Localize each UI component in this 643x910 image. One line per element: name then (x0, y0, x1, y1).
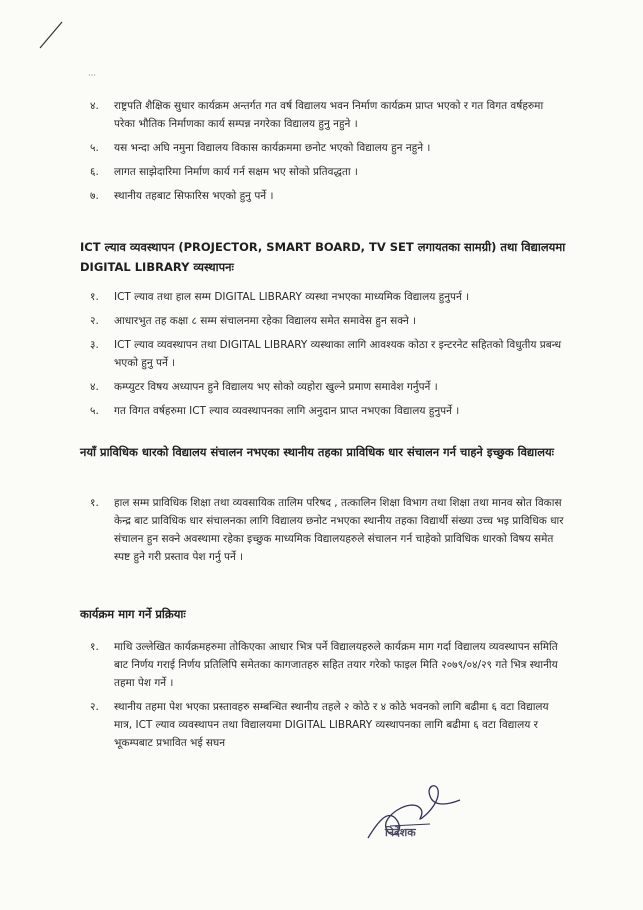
eligibility-list-technical (84, 494, 564, 572)
list-item: ४. कम्प्युटर विषय अध्यापन हुने विद्यालय भए सोको व्यहोरा खुल्ने प्रमाण समावेश गर्नुपर्ने । (90, 381, 438, 393)
list-item: ४. राष्ट्रपति शैक्षिक सुधार कार्यक्रम अन्तर्गत गत वर्ष विद्यालय भवन निर्माण कार्यक्रम प्राप्त भएको र गत विगत वर्षहरुमा परेका भौतिक निर्माणका कार्य सम्पन्न नगरेका विद्यालय हुनु नहुने । (90, 100, 544, 130)
list-item: ५. गत विगत वर्षहरुमा ICT ल्याव व्यवस्थापनका लागि अनुदान प्राप्त नभएका विद्यालय हुनुपर्ने । (90, 405, 460, 417)
section-heading-request-process: कार्यक्रम माग गर्ने प्रक्रियाः (80, 607, 186, 621)
list-item: ३. ICT ल्याव व्यवस्थापन तथा DIGITAL LIBRARY व्यस्थाका लागि आवश्यक कोठा र इन्टरनेट सहितको विधुतीय प्रबन्ध भएको हुनु पर्ने । (90, 339, 562, 369)
list-item: ७. स्थानीय तहबाट सिफारिस भएको हुनु पर्ने । (90, 190, 274, 202)
list-item: २. स्थानीय तहमा पेश भएका प्रस्तावहरु सम्बन्धित स्थानीय तहले २ कोठे र ४ कोठे भवनको लागि बढीमा ६ वटा विद्यालय मात्र, ICT ल्याव व्यवस्थापन तथा विद्यालयमा DIGITAL LIBRARY व्यस्थापनका लागि बढीमा ६ वटा विद्यालय र भूकम्पबाट प्रभावित भई सघन (90, 701, 549, 749)
eligibility-list-building (84, 97, 564, 211)
list-item: १. माथि उल्लेखित कार्यक्रमहरुमा तोकिएका आधार भित्र पर्ने विद्यालयहरुले कार्यक्रम माग गर्दा विद्यालय व्यवस्थापन समिति बाट निर्णय गराई निर्णय प्रतिलिपि समेतका कागजातहरु सहित तयार गरेको फाइल मिति २०७९/०४/२९ गते भित्र स्थानीय तहमा पेश गर्ने । (90, 641, 558, 689)
list-item: ६. लागत साझेदारिमा निर्माण कार्य गर्न सक्षम भए सोको प्रतिवद्धता । (90, 166, 358, 178)
list-item: २. आधारभुत तह कक्षा ८ सम्म संचालनमा रहेका विद्यालय समेत समावेस हुन सक्ने । (90, 315, 417, 327)
section-heading-technical-stream: नयाँ प्राविधिक धारको विद्यालय संचालन नभएका स्थानीय तहका प्राविधिक धार संचालन गर्न चाहने इच्छुक विद्यालयः (80, 445, 554, 459)
eligibility-list-ict (84, 288, 564, 426)
list-item: १. हाल सम्म प्राविधिक शिक्षा तथा व्यवसायिक तालिम परिषद , तत्कालिन शिक्षा विभाग तथा शिक्षा तथा मानव स्रोत विकास केन्द्र बाट प्राविधिक धार संचालनका लागि विद्यालय छनोट नभएका स्थानीय तहका विद्यार्थी संख्या उच्च भइ प्राविधिक धार संचालन हुन सक्ने अवस्थामा रहेका इच्छुक माध्यमिक विद्यालयहरुले संचालन गर्न चाहेको प्राविधिक धारको विषय समेत स्पष्ट हुने गरी प्रस्ताव पेश गर्नु पर्ने । (90, 497, 564, 563)
scan-edge-stroke (0, 0, 80, 60)
scan-speck: ·⸱· (88, 71, 97, 81)
section-heading-ict-lab: ICT ल्याव व्यवस्थापन (PROJECTOR, SMART BOARD, TV SET लगायतका सामग्री) तथा विद्यालयमा DIGITAL LIBRARY व्यस्थापनः (80, 240, 566, 274)
list-item: ५. यस भन्दा अघि नमुना विद्यालय विकास कार्यक्रममा छनोट भएको विद्यालय हुन नहुने । (90, 142, 431, 154)
signature-designation: निर्देशक (385, 826, 416, 839)
list-item: १. ICT ल्याव तथा हाल सम्म DIGITAL LIBRARY व्यस्था नभएका माध्यमिक विद्यालय हुनुपर्न । (90, 291, 470, 303)
request-process-list (84, 638, 564, 758)
